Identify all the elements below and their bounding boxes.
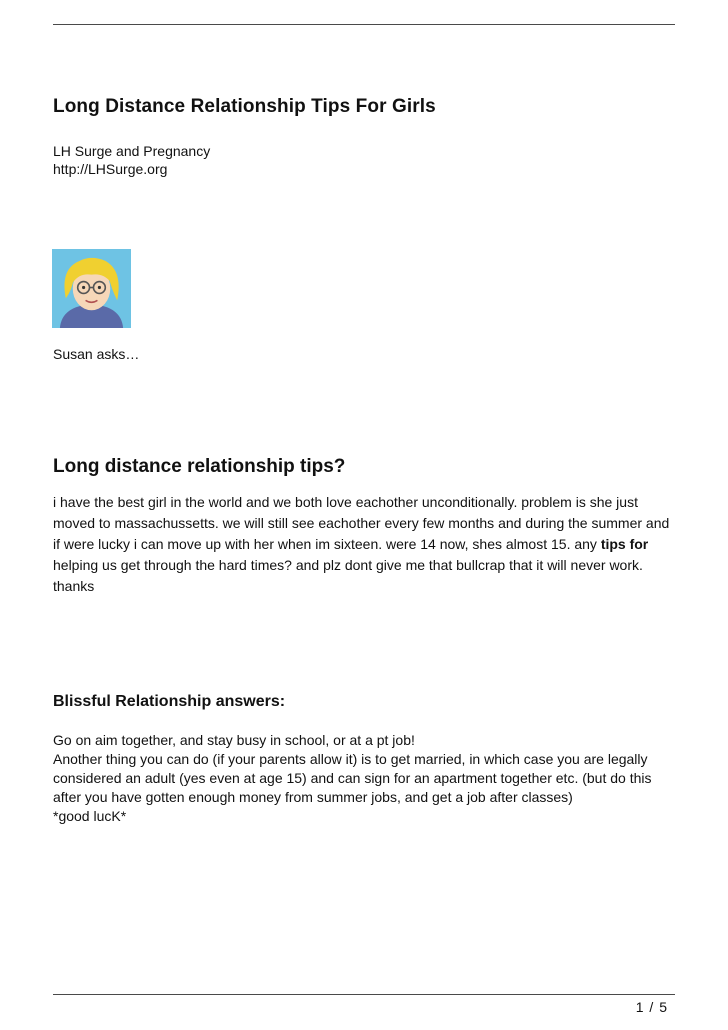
page-number: 1 / 5 <box>635 999 668 1015</box>
asker-label: Susan asks… <box>53 346 140 362</box>
answer-body <box>53 731 681 826</box>
site-url[interactable]: http://LHSurge.org <box>53 161 168 177</box>
answer-heading: Blissful Relationship answers: <box>53 693 286 710</box>
question-text-start: i have the best girl in the world and we both love eachother unconditionally. problem is she just moved to massachussetts. we will still see eachother every few months and during the summer and if were lucky i can move up with her when im sixteen. were 14 now, shes almost 15. any <box>53 494 670 552</box>
answer-line: Another thing you can do (if your parents allow it) is to get married, in which case you are legally considered an adult (yes even at age 15) and can sign for an apartment together etc. (but do this after you have gotten enough money from summer jobs, and get a job after classes) <box>53 751 652 805</box>
user-avatar-image <box>52 249 131 328</box>
answer-line: Go on aim together, and stay busy in school, or at a pt job! <box>53 732 415 748</box>
footer-rule <box>53 994 675 995</box>
question-keyword-link[interactable]: tips for <box>600 536 649 552</box>
question-text-end: helping us get through the hard times? and plz dont give me that bullcrap that it will never work. thanks <box>53 557 643 594</box>
site-name: LH Surge and Pregnancy <box>53 143 211 159</box>
site-info <box>53 142 210 178</box>
question-title: Long distance relationship tips? <box>53 456 346 477</box>
document-title: Long Distance Relationship Tips For Girls <box>53 96 436 117</box>
answer-line: *good lucK* <box>53 808 127 824</box>
header-rule <box>53 24 675 25</box>
question-body <box>53 492 678 597</box>
